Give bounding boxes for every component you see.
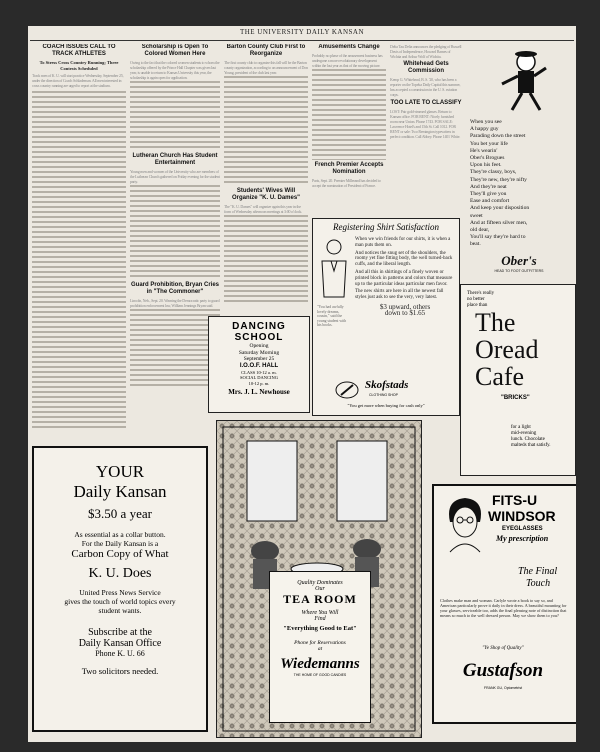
oread-foot: [511, 425, 551, 449]
subhead-coach: To Stress Cross Country Running; Three Contests Scheduled: [39, 60, 119, 71]
article-barton: The first county club to organize this fall will be the Barton county organization, according to an announcement of Don Young, president of the club last year.: [224, 60, 308, 75]
dancing-line-2: Saturday Morning: [238, 349, 280, 356]
subscription-ad: [32, 446, 208, 732]
dancing-line-1: Opening: [249, 343, 269, 349]
oread-name: [475, 309, 539, 390]
sub-line-6: Carbon Copy of What: [71, 548, 169, 560]
oread-name-1: The: [475, 308, 516, 337]
headline-classified: TOO LATE TO CLASSIFY: [390, 100, 462, 106]
dancing-title-2: SCHOOL: [234, 332, 284, 343]
sub-line-11: Subscribe at the: [88, 627, 152, 638]
column-4: [312, 44, 386, 224]
tearoom-line-6: "Everything Good to Eat": [283, 625, 357, 632]
headline-lutheran: Lutheran Church Has Student Entertainment: [132, 153, 218, 166]
fitsu-line-4: My prescription: [496, 534, 549, 543]
article-bryan-filler: [130, 308, 220, 388]
obers-verse-line: old dear,: [470, 227, 490, 234]
headline-scholarship: Scholarship is Open To Colored Women Here: [141, 44, 209, 57]
article-lutheran-filler: [130, 184, 220, 279]
obers-brand: Ober's: [501, 252, 537, 268]
sub-line-8: United Press News Service: [79, 588, 161, 597]
dancing-line-6: SOCIAL DANCING: [240, 375, 278, 380]
oread-foot-2: mid-evening: [511, 431, 537, 436]
shirt-logo-icon: [335, 381, 359, 399]
tearoom-line-4: Where You Will: [301, 610, 339, 616]
obers-verse-line: And they're neat: [470, 183, 507, 190]
headline-coach: COACH ISSUES CALL TO TRACK ATHLETES: [42, 44, 116, 57]
obers-verse-line: sweet: [470, 212, 483, 219]
headline-premier: French Premier Accepts Nomination: [314, 162, 384, 175]
fitsu-line-6: Touch: [526, 578, 551, 589]
sub-line-3: $3.50 a year: [88, 506, 152, 521]
article-coach-filler: [32, 90, 126, 430]
sub-line-4: As essential as a collar button.: [74, 530, 166, 539]
tearoom-line-1: Quality Dominates: [297, 580, 343, 586]
sub-line-12: Daily Kansan Office: [78, 638, 162, 649]
column-1: [32, 44, 126, 444]
fitsu-line-1: FITS-U: [492, 492, 538, 508]
fitsu-line-2: WINDSOR: [488, 508, 556, 524]
woman-portrait-icon: [440, 492, 490, 562]
dancing-line-3: September 25: [243, 356, 275, 362]
obers-tagline: HEAD TO FOOT OUTFITTERS: [494, 268, 544, 273]
tearoom-line-5: Find: [314, 616, 326, 622]
obers-verse-line: And keep your disposition: [470, 205, 530, 212]
article-bryan: Lincoln, Neb., Sept. 20. Warning the Democratic party to guard prohibition enforcement law, William Jennings Bryan said.: [130, 298, 220, 308]
dancing-name: Mrs. J. L. Newhouse: [228, 388, 290, 396]
oread-intro-1: There's really: [467, 291, 495, 296]
sub-line-1: YOUR: [95, 462, 145, 481]
dancing-title-1: DANCING: [232, 321, 286, 332]
oread-foot-1: for a light: [511, 425, 531, 430]
article-barton-filler: [224, 75, 308, 185]
obers-verse-line: Upon his feet.: [470, 162, 502, 169]
shirt-price-1: $3 upward, others: [379, 302, 431, 311]
article-whitehead: Kemp G. Whitehead, B. S. '20, who has been a reporter on the Topeka Daily Capital this summer, has accepted a commission in the U. S. aviation corps.: [390, 77, 461, 97]
obers-verse-line: A happy guy: [470, 126, 499, 133]
shirt-title: Registering Shirt Satisfaction: [333, 222, 439, 232]
tearoom-brand-tag: THE HOME OF GOOD CANDIES: [293, 673, 347, 677]
column-2: [130, 44, 220, 454]
shirt-side-text: "You had awfully lovely dreams, cousin," said the young student with his books.: [317, 305, 347, 328]
oread-intro-3: place than: [467, 303, 488, 308]
shirt-ad: [312, 218, 460, 416]
obers-verse-line: They're new, they're nifty: [470, 176, 527, 183]
obers-verse-line: They'll give you: [470, 191, 507, 198]
obers-verse-line: And at fifteen silver men,: [470, 219, 528, 226]
oread-intro: [467, 291, 494, 309]
headline-bryan: Guard Prohibition, Bryan Cries in "The Commoner": [130, 282, 219, 295]
tearoom-brand: Wiedemanns: [280, 656, 360, 672]
article-amusements: Probably no phase of the amusement business has undergone a more revolutionary development within the last year as that of the moving picture.: [312, 53, 383, 68]
article-amusements-filler: [312, 68, 386, 160]
shirt-man-icon: [317, 237, 351, 301]
shirt-brand: Skofstads: [365, 379, 409, 391]
oread-cafe-ad: [460, 284, 576, 476]
obers-verse: [466, 119, 572, 249]
shirt-tagline: "You get more when buying for cash only": [347, 403, 425, 408]
obers-verse-line: You'll say they're hard to: [470, 234, 526, 241]
sub-line-14: Two solicitors needed.: [81, 666, 159, 676]
article-coach: Track men of K. U. will start practice Wednesday, September 25, under the direction of Coach Schlademan. All men interested in cross country running are urged to report at the stadium.: [32, 73, 124, 88]
dancing-line-4: I.O.O.F. HALL: [239, 362, 279, 369]
tearoom-line-7: Phone for Reservations: [294, 640, 346, 646]
article-scholarship-filler: [130, 80, 220, 150]
obers-verse-line: They're classy, boys,: [470, 169, 517, 176]
cartoon-walker-icon: [466, 44, 572, 114]
article-dames-filler: [224, 214, 308, 304]
article-pledging: Delta Tau Delta announces the pledging of Russell Davis of Independence, Howard Barnes of Wichita and Arthur Wolf of Wichita.: [390, 44, 462, 59]
article-dames: The "K. U. Dames" will organize again this year in the form of Wednesday afternoon meetings at 3:00 o'clock.: [224, 204, 302, 214]
shirt-body-1: When we win friends for our shirts, it is when a man puts them on.: [355, 237, 451, 248]
tearoom-card: [269, 571, 371, 723]
shirt-body-3: And all this in shirtings of a finely woven or printed block in patterns and colors that measure up to the particular ideas particular men favor.: [355, 269, 453, 287]
column-3: [224, 44, 308, 334]
headline-whitehead: Whitehead Gets Commission: [403, 61, 449, 74]
oread-foot-3: lunch. Chocolate: [511, 437, 545, 442]
sub-line-13: Phone K. U. 66: [95, 649, 145, 658]
headline-amusements: Amusements Change: [318, 44, 380, 50]
shirt-body: [355, 237, 455, 317]
masthead-rule: [30, 40, 574, 41]
fitsu-line-5: The Final: [518, 566, 558, 577]
fitsu-line-7: "Ye Shop of Quality": [482, 646, 524, 651]
shirt-brand-tag: CLOTHING SHOP: [369, 393, 398, 397]
masthead: THE UNIVERSITY DAILY KANSAN: [239, 28, 365, 36]
sub-line-7: K. U. Does: [88, 566, 152, 581]
dancing-school-ad: [208, 316, 310, 413]
column-5: [390, 44, 462, 224]
obers-verse-line: Ober's Brogues: [470, 155, 505, 162]
sub-line-10: student wants.: [98, 606, 142, 615]
obers-verse-line: Parading down the street: [470, 133, 526, 140]
oread-name-3: Cafe: [475, 362, 525, 391]
obers-verse-line: Ease and comfort: [470, 198, 510, 205]
shirt-price-2: down to $1.65: [384, 308, 426, 317]
obers-verse-line: When you see: [470, 119, 502, 125]
classified-ads: LOST: Pair gold-rimmed glasses. Return to Kansan office. FOR RENT: Nicely furnished room near Union. Phone 1743. FOR SALE: Lawrence Hotel's and 15th St. Call 1012. FOR RENT or sale: Two Remington typewriters in perfect condition. Call Abbey. Phone 1401 White.: [390, 109, 461, 139]
tearoom-line-3: TEA ROOM: [283, 592, 357, 606]
headline-dames: Students' Wives Will Organize "K. U. Dames": [231, 188, 301, 201]
tearoom-ad: [216, 420, 422, 738]
oread-foot-4: malteds that satisfy.: [511, 443, 551, 448]
sub-line-5: For the Daily Kansan is a: [81, 539, 159, 548]
fitsu-ad: [432, 484, 576, 724]
obers-verse-line: He's wearin': [470, 147, 498, 154]
oread-name-2: Oread: [475, 335, 539, 364]
oread-intro-2: no better: [467, 297, 485, 302]
fitsu-brand-tag: FRANK GU, Optometrist: [483, 686, 523, 690]
headline-barton: Barton County Club First to Reorganize: [226, 44, 306, 57]
shirt-body-2: And notices the snug set of the shoulders, the roomy yet fine fitting body, the well turned-back cuffs, and the liberal length.: [355, 250, 453, 268]
newspaper-page: [28, 26, 576, 742]
obers-verse-line: You bet your life: [470, 140, 508, 147]
fitsu-brand: Gustafson: [462, 660, 544, 681]
obers-ad: [466, 44, 572, 296]
article-lutheran: Young men and women of the University who are members of the Lutheran Church gathered on Friday evening for the student party.: [130, 169, 220, 184]
oread-sub: "BRICKS": [501, 395, 530, 401]
sub-line-9: gives the touch of world topics every: [64, 597, 176, 606]
sub-line-2: Daily Kansan: [73, 482, 167, 501]
tearoom-line-2: Our: [315, 586, 325, 592]
fitsu-body: Clothes make man and woman. Carlyle wrote a book to say so, and American particularly prove it daily in their dress. A beautiful mounting for your glasses, serviceable too, adds the final pleasing note of distinction that means so much to the well dressed person. May we show them to you?: [440, 598, 567, 618]
obers-verse-line: beat.: [470, 241, 481, 248]
dancing-line-7: 10-12 p. m.: [248, 380, 270, 386]
article-premier: Paris, Sept. 20. Premier Millerand has decided to accept the nomination of President of France.: [312, 178, 381, 188]
fitsu-line-3: EYEGLASSES: [502, 526, 543, 532]
tearoom-line-8: at: [317, 646, 323, 652]
article-scholarship: Owing to the fact that the colored women students to whom the scholarship offered by the Prince Hall Chapter was given last year, is unable to return to Kansas University this year, the scholarship is again open for application.: [130, 60, 220, 80]
dancing-line-5: CLASS 10-12 a. m.: [241, 369, 277, 375]
shirt-body-4: The new shirts are here in all the newest fall styles just ask to see the very, very latest.: [355, 289, 444, 301]
